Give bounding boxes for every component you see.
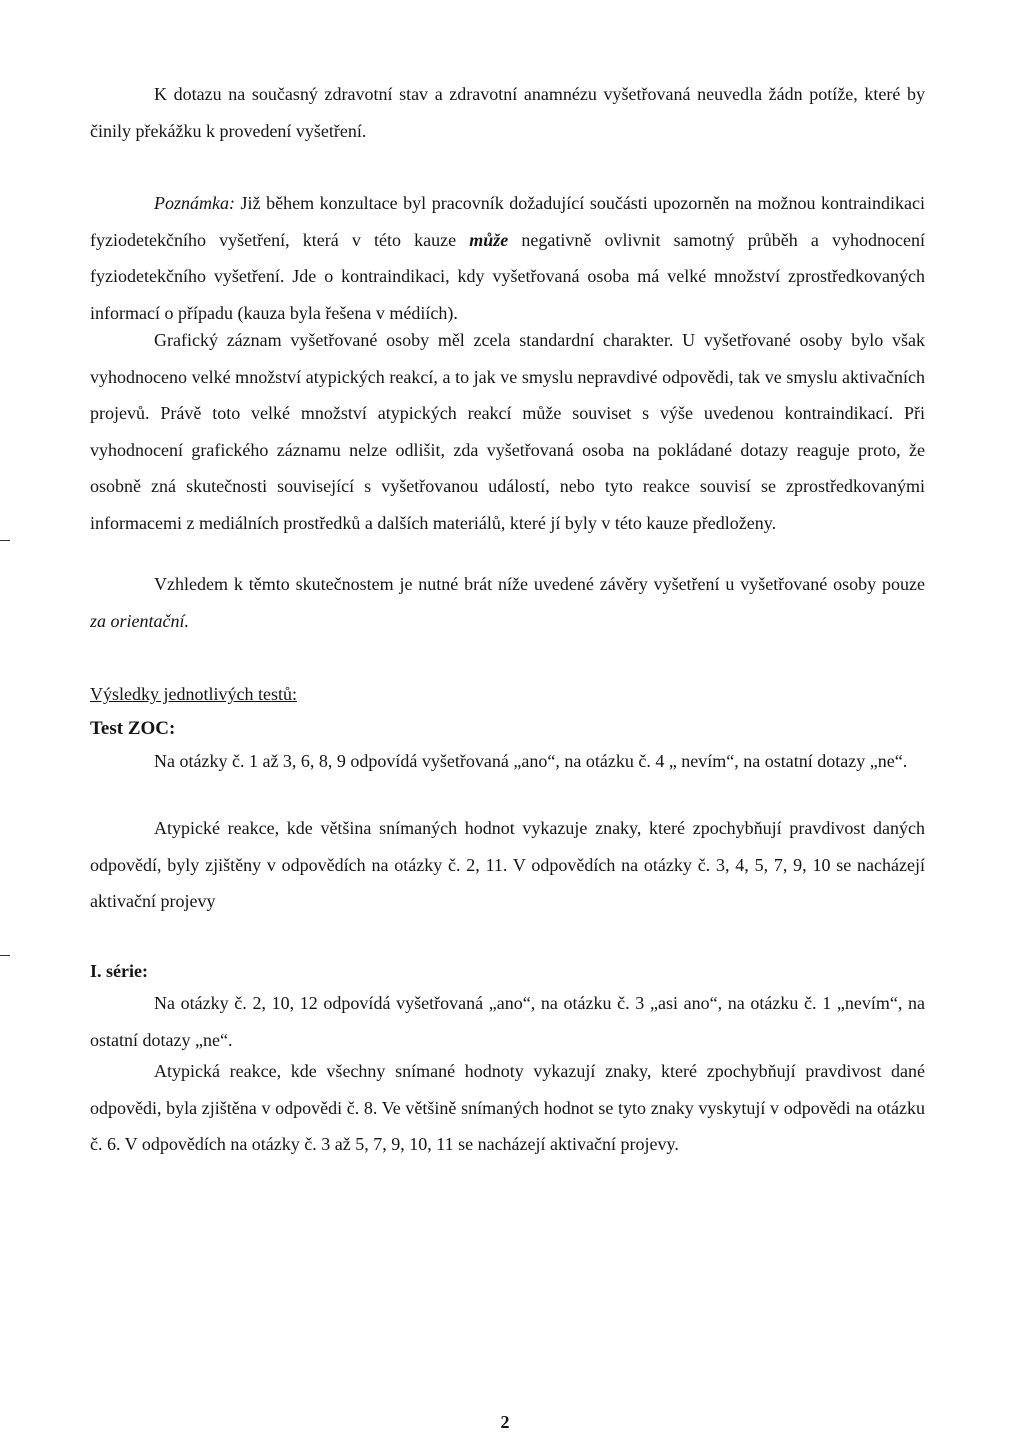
conclusion-text: Vzhledem k těmto skutečnostem je nutné brát níže uvedené závěry vyšetření u vyšetřované osoby pouze <box>154 574 925 594</box>
results-heading: Výsledky jednotlivých testů: <box>90 684 297 704</box>
conclusion-emphasis: za orientační. <box>90 610 189 631</box>
page-number: 2 <box>500 1412 510 1432</box>
paragraph-note <box>90 185 925 331</box>
margin-mark <box>0 955 10 956</box>
paragraph-health-status: K dotazu na současný zdravotní stav a zdravotní anamnézu vyšetřovaná neuvedla žádn potíže, které by činily překážku k provedení vyšetření. <box>90 84 925 141</box>
note-label: Poznámka: <box>154 193 235 213</box>
series-1-answers: Na otázky č. 2, 10, 12 odpovídá vyšetřovaná „ano“, na otázku č. 3 „asi ano“, na otázku č. 1 „nevím“, na ostatní dotazy „ne“. <box>90 993 925 1050</box>
paragraph-conclusion <box>90 566 925 639</box>
zoc-heading: Test ZOC: <box>90 718 176 739</box>
zoc-answers: Na otázky č. 1 až 3, 6, 8, 9 odpovídá vyšetřovaná „ano“, na otázku č. 4 „ nevím“, na ostatní dotazy „ne“. <box>154 751 908 771</box>
series-1-reactions: Atypická reakce, kde všechny snímané hodnoty vykazují znaky, které zpochybňují pravdivost dané odpovědi, byla zjištěna v odpovědi č. 8. Ve většině snímaných hodnot se tyto znaky vyskytují v odpovědi na otázku č. 6. V odpovědích na otázky č. 3 až 5, 7, 9, 10, 11 se nacházejí aktivační projevy. <box>90 1061 925 1154</box>
note-emphasis: může <box>469 229 509 250</box>
margin-mark <box>0 540 10 541</box>
series-1-heading: I. série: <box>90 961 148 981</box>
note-text-1: Již během konzultace byl pracovník dožadující součásti upozorněn na možnou kontraindikaci fyziodetekčního vyšetření, která v této kauze <box>90 193 925 250</box>
note-text-2: negativně ovlivnit samotný průběh a vyhodnocení fyziodetekčního vyšetření. Jde o kontraindikaci, kdy vyšetřovaná osoba má velké množství zprostředkovaných informací o případu (kauza byla řešena v médiích). <box>90 229 925 323</box>
paragraph-graphic-record: Grafický záznam vyšetřované osoby měl zcela standardní charakter. U vyšetřované osoby bylo však vyhodnoceno velké množství atypických reakcí, a to jak ve smyslu nepravdivé odpovědi, tak ve smyslu aktivačních projevů. Právě toto velké množství atypických reakcí může souviset s výše uvedenou kontraindikací. Při vyhodnocení grafického záznamu nelze odlišit, zda vyšetřovaná osoba na pokládané dotazy reaguje proto, že osobně zná skutečnosti související s vyšetřovanou událostí, nebo tyto reakce souvisí se zprostředkovanými informacemi z mediálních prostředků a dalších materiálů, které jí byly v této kauze předloženy. <box>90 330 925 533</box>
zoc-reactions: Atypické reakce, kde většina snímaných hodnot vykazuje znaky, které zpochybňují pravdivost daných odpovědí, byly zjištěny v odpovědích na otázky č. 2, 11. V odpovědích na otázky č. 3, 4, 5, 7, 9, 10 se nacházejí aktivační projevy <box>90 818 925 911</box>
